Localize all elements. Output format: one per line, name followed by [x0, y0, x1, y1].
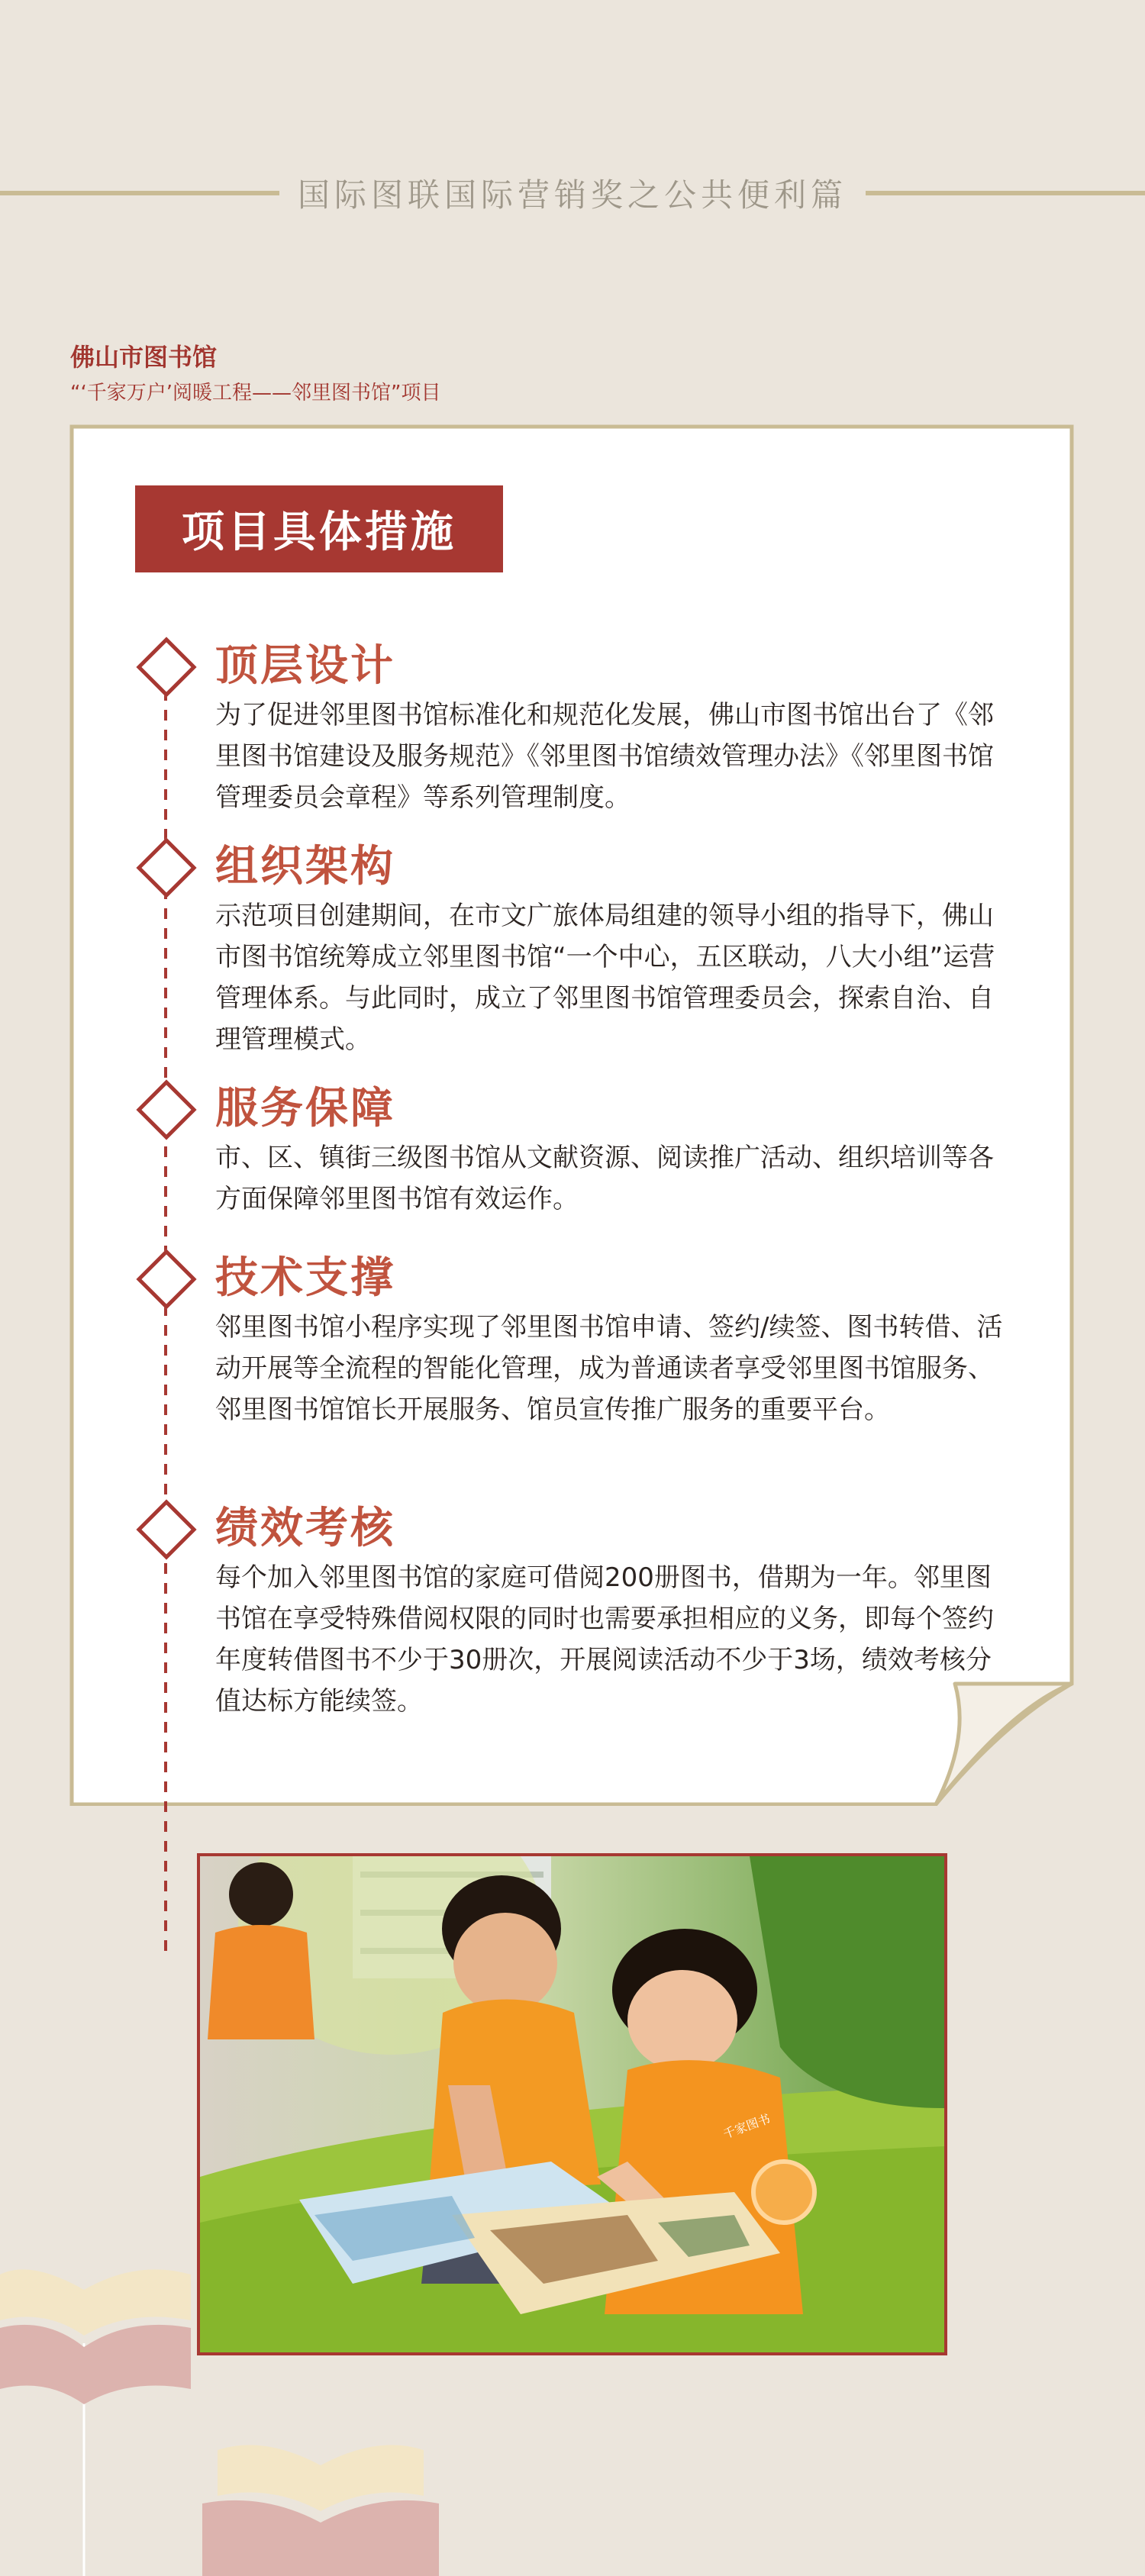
measure-heading: 顶层设计	[215, 641, 395, 691]
measure-heading: 技术支撑	[215, 1253, 395, 1303]
section-title: 项目具体措施	[135, 485, 503, 572]
banner-title: 国际图联国际营销奖之公共便利篇	[298, 176, 848, 214]
top-banner	[0, 166, 1145, 220]
organization-name: 佛山市图书馆	[70, 343, 218, 372]
measure-body: 市、区、镇街三级图书馆从文献资源、阅读推广活动、组织培训等各方面保障邻里图书馆有效运作。	[215, 1143, 994, 1214]
shirt-text: 千家图书	[721, 2111, 772, 2142]
open-book-decoration-left	[0, 2244, 206, 2576]
banner-rule-left	[0, 191, 279, 195]
measure-heading: 服务保障	[215, 1084, 395, 1133]
measure-body: 示范项目创建期间，在市文广旅体局组建的领导小组的指导下，佛山市图书馆统筹成立邻里图书馆“一个中心，五区联动，八大小组”运营管理体系。与此同时，成立了邻里图书馆管理委员会，探索自治、自理管理模式。	[215, 901, 995, 1055]
project-name: “‘千家万户’阅暖工程——邻里图书馆”项目	[70, 382, 441, 405]
photo-illustration	[200, 1856, 944, 2352]
measures-card	[69, 424, 1074, 1806]
measure-heading: 绩效考核	[215, 1504, 395, 1553]
open-book-decoration-bottom	[202, 2420, 439, 2576]
children-reading-photo	[197, 1853, 947, 2355]
measure-body: 为了促进邻里图书馆标准化和规范化发展，佛山市图书馆出台了《邻里图书馆建设及服务规范》《邻里图书馆绩效管理办法》《邻里图书馆管理委员会章程》等系列管理制度。	[215, 700, 994, 813]
measure-body: 邻里图书馆小程序实现了邻里图书馆申请、签约/续签、图书转借、活动开展等全流程的智能化管理，成为普通读者享受邻里图书馆服务、邻里图书馆馆长开展服务、馆员宣传推广服务的重要平台。	[215, 1312, 1003, 1425]
measure-body: 每个加入邻里图书馆的家庭可借阅200册图书，借期为一年。邻里图书馆在享受特殊借阅权限的同时也需要承担相应的义务，即每个签约年度转借图书不少于30册次，开展阅读活动不少于3场，绩效考核分值达标方能续签。	[215, 1562, 994, 1717]
banner-rule-right	[866, 191, 1145, 195]
measure-heading: 组织架构	[215, 842, 395, 891]
